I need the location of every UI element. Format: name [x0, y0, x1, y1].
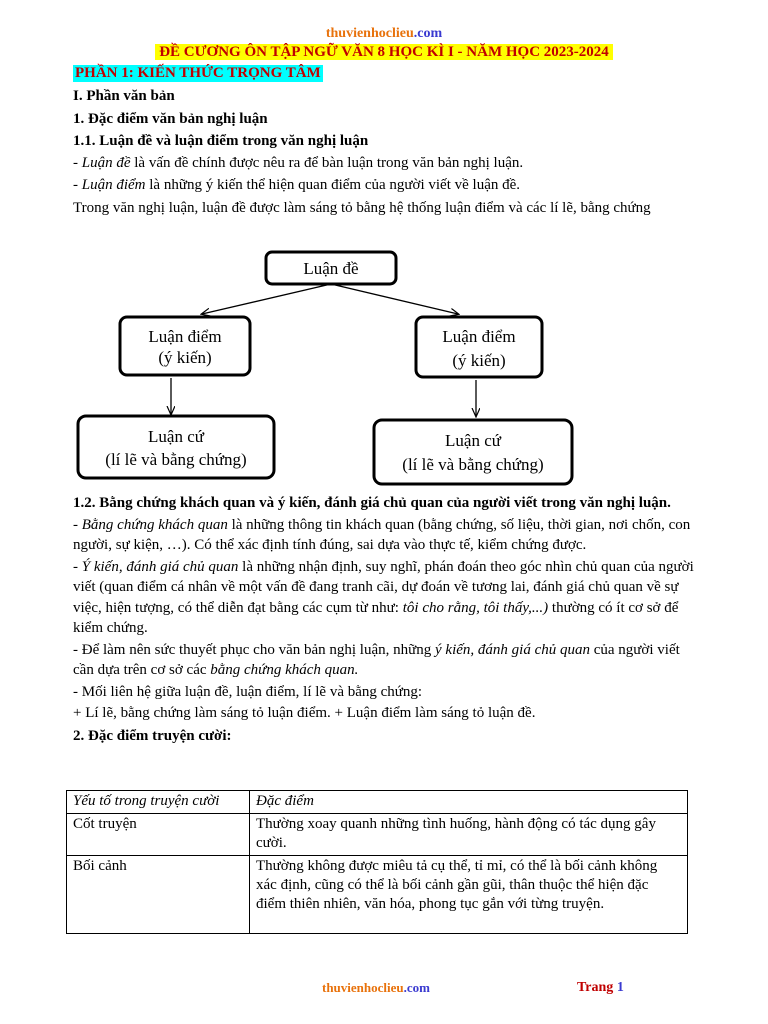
term: Bằng chứng khách quan [81, 516, 228, 533]
argument-diagram [70, 248, 590, 492]
title-line [0, 43, 768, 61]
document-title: ĐỀ CƯƠNG ÔN TẬP NGỮ VĂN 8 HỌC KÌ I - NĂM HỌC 2023-2024 [155, 44, 613, 60]
text-run: là những nhận định, suy nghĩ, phán đoán theo góc nhìn chủ quan của người viết (quan điểm cá nhân về một vấn đề đang tranh cãi, dự đoán về tương lai, đánh giá chủ quan về sự việc, hiện tượng, có thể diễn đạt bằng các cụm từ như: [73, 558, 694, 616]
footer-site-domain: .com [403, 980, 430, 995]
paragraph [73, 515, 698, 556]
text-run: là những ý kiến thể hiện quan điểm của người viết về luận đề. [145, 177, 521, 193]
diagram-label: (lí lẽ và bằng chứng) [105, 450, 247, 469]
text-run: là vấn đề chính được nêu ra để bàn luận trong văn bản nghị luận. [130, 154, 524, 171]
page-number-value: 1 [616, 980, 624, 995]
text-run: - [73, 177, 82, 193]
text-run: thường có ít cơ sở để kiểm chứng. [73, 599, 679, 636]
paragraph: + Lí lẽ, bằng chứng làm sáng tỏ luận điểm. + Luận điểm làm sáng tỏ luận đề. [73, 705, 536, 721]
subsection-heading: 1.1. Luận đề và luận điểm trong văn nghị luận [73, 133, 369, 149]
table-row [67, 856, 688, 934]
text-run: của người viết cần dựa trên cơ sở các [73, 641, 680, 678]
diagram-label: (ý kiến) [452, 351, 506, 370]
paragraph: - Mối liên hệ giữa luận đề, luận điểm, lí lẽ và bằng chứng: [73, 683, 423, 700]
table-header-cell: Yếu tố trong truyện cười [67, 791, 250, 814]
footer-site-link[interactable] [322, 980, 430, 996]
term: Luận đề [81, 154, 131, 171]
diagram-label-thesis: Luận đề [303, 259, 359, 278]
text-run: - Để làm nên sức thuyết phục cho văn bản nghị luận, những [73, 641, 436, 658]
table-cell: Thường không được miêu tả cụ thể, tỉ mỉ, có thể là bối cảnh không xác định, cũng có thể là bối cảnh gần gũi, thân thuộc thể hiện đặc điểm thiên nhiên, văn hóa, phong tục gắn với từng truyện. [250, 856, 688, 934]
text-run: - [73, 516, 82, 533]
diagram-label: Luận điểm [442, 327, 516, 346]
subsection-heading: 2. Đặc điểm truyện cười: [73, 727, 232, 744]
table-cell: Thường xoay quanh những tình huống, hành động có tác dụng gây cười. [250, 814, 688, 856]
table-cell: Bối cảnh [67, 856, 250, 934]
section-1 [73, 86, 698, 218]
paragraph: Trong văn nghị luận, luận đề được làm sáng tỏ bằng hệ thống luận điểm và các lí lẽ, bằng chứng [73, 199, 651, 216]
text-run: - [73, 558, 82, 575]
page-label: Trang [577, 980, 617, 995]
diagram-arrow [331, 284, 458, 314]
term: ý kiến, đánh giá chủ quan [435, 641, 590, 658]
header-site-name: thuvienhoclieu [325, 26, 414, 41]
diagram-arrow [202, 284, 331, 314]
diagram-label: Luận cứ [445, 431, 501, 450]
text-run: - [73, 154, 82, 171]
example: tôi cho rằng, tôi thấy,...) [402, 599, 549, 616]
table-header-row [67, 791, 688, 814]
diagram-label: (lí lẽ và bằng chứng) [402, 455, 544, 474]
diagram-label: (ý kiến) [158, 348, 212, 367]
paragraph [73, 557, 698, 639]
subsection-heading: 1. Đặc điểm văn bản nghị luận [73, 110, 268, 127]
subsection-heading: 1.2. Bằng chứng khách quan và ý kiến, đánh giá chủ quan của người viết trong văn nghị luận. [73, 495, 671, 511]
term: bằng chứng khách quan. [210, 662, 359, 678]
header-site-domain: .com [413, 26, 443, 41]
section-heading: I. Phần văn bản [73, 88, 175, 104]
text-run: là những thông tin khách quan (bằng chứng, số liệu, thời gian, nơi chốn, con người, sự kiện, …). Có thể xác định tính đúng, sai dựa vào thực tế, kiểm chứng được. [73, 516, 691, 553]
paragraph [73, 175, 698, 196]
term: Ý kiến, đánh giá chủ quan [81, 558, 239, 575]
diagram-box-evidence-right [374, 420, 572, 484]
comedy-features-table [66, 790, 688, 934]
header-site-link[interactable] [0, 26, 768, 42]
section-1-2 [73, 493, 698, 746]
paragraph [73, 153, 698, 174]
table-header-cell: Đặc điểm [250, 791, 688, 814]
page-number [577, 980, 624, 996]
table-row [67, 814, 688, 856]
table-cell: Cốt truyện [67, 814, 250, 856]
diagram-label: Luận cứ [148, 427, 204, 446]
part-heading: PHẦN 1: KIẾN THỨC TRỌNG TÂM [75, 65, 321, 81]
diagram-label: Luận điểm [148, 327, 222, 346]
footer-site-name: thuvienhoclieu [322, 980, 404, 995]
term: Luận điểm [81, 177, 146, 193]
paragraph [73, 640, 698, 681]
